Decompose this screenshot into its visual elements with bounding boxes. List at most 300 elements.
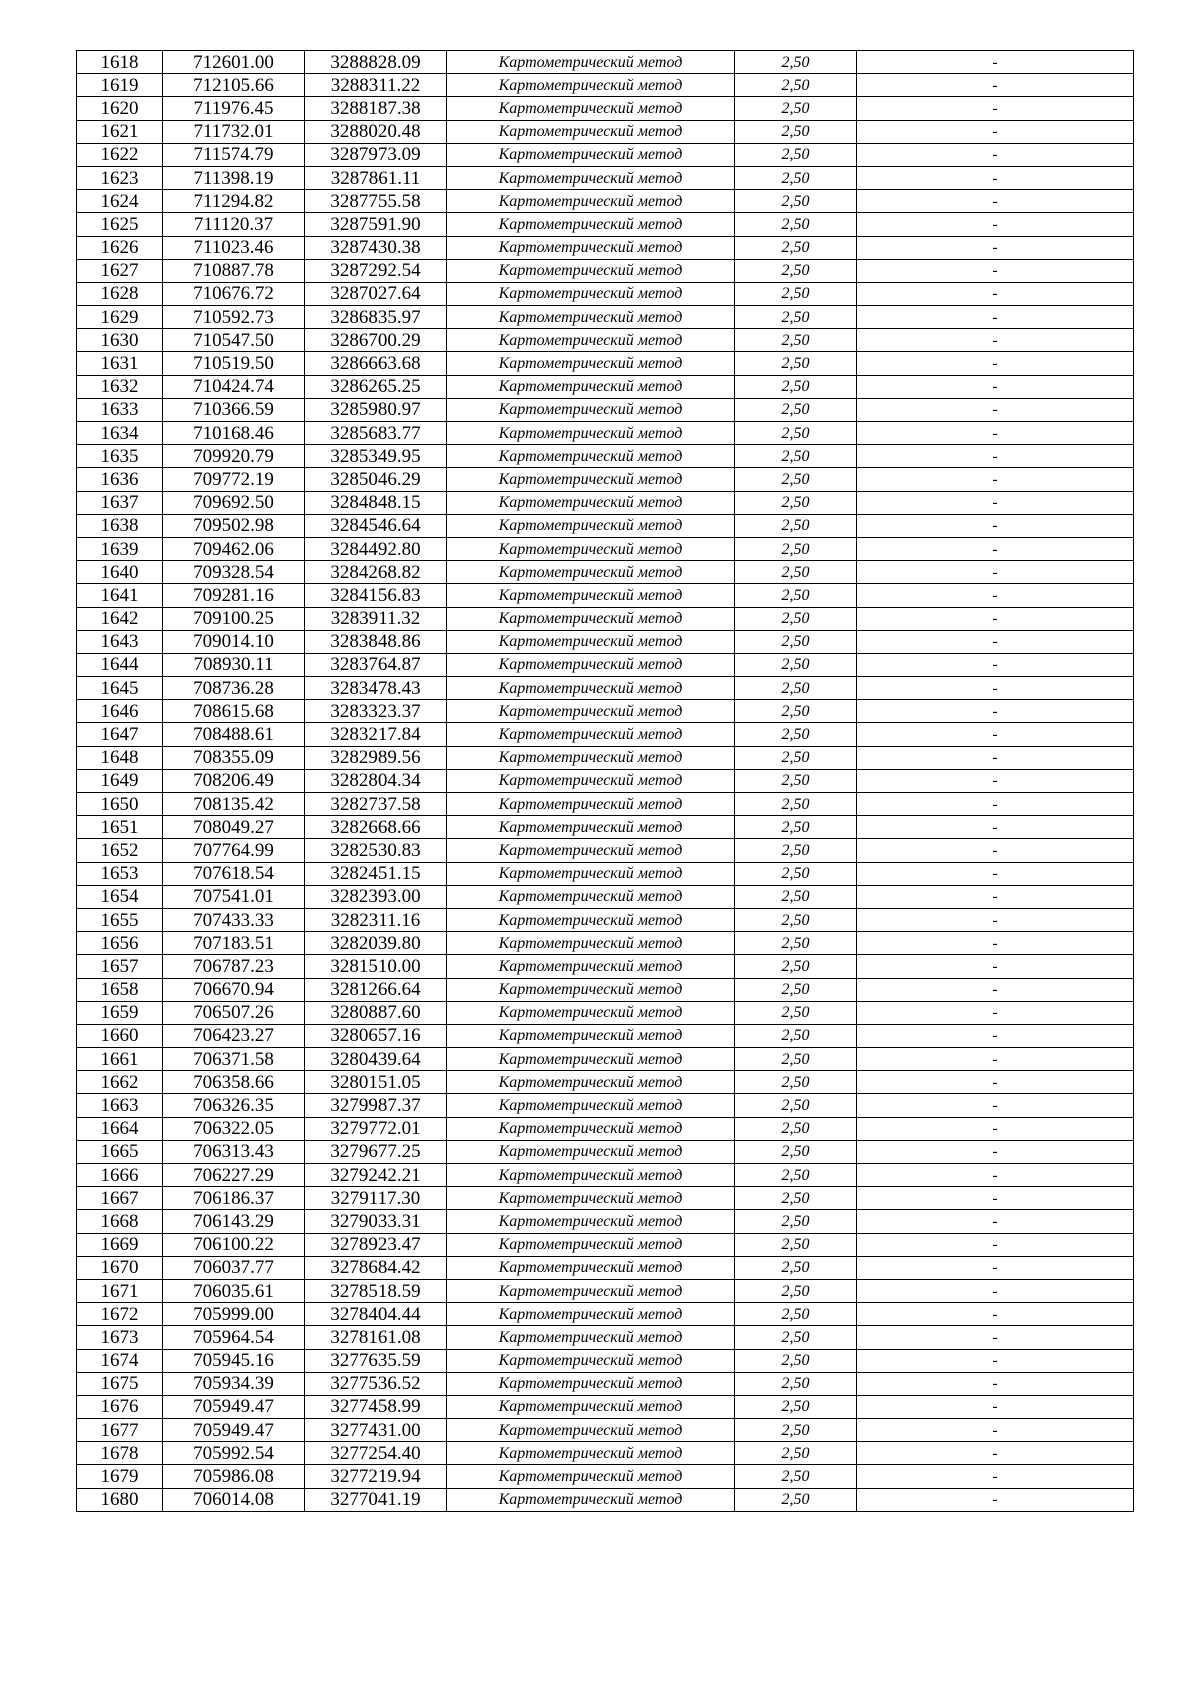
method-cell: Картометрический метод bbox=[447, 1048, 735, 1071]
y-coordinate-cell: 3277041.19 bbox=[305, 1488, 447, 1511]
point-number-cell: 1629 bbox=[77, 306, 163, 329]
point-number-cell: 1639 bbox=[77, 537, 163, 560]
accuracy-cell: 2,50 bbox=[735, 1117, 857, 1140]
note-cell: - bbox=[857, 885, 1134, 908]
x-coordinate-cell: 706186.37 bbox=[163, 1187, 305, 1210]
point-number-cell: 1637 bbox=[77, 491, 163, 514]
method-cell: Картометрический метод bbox=[447, 630, 735, 653]
y-coordinate-cell: 3280151.05 bbox=[305, 1071, 447, 1094]
accuracy-cell: 2,50 bbox=[735, 468, 857, 491]
method-cell: Картометрический метод bbox=[447, 190, 735, 213]
y-coordinate-cell: 3279033.31 bbox=[305, 1210, 447, 1233]
point-number-cell: 1673 bbox=[77, 1326, 163, 1349]
y-coordinate-cell: 3281510.00 bbox=[305, 955, 447, 978]
method-cell: Картометрический метод bbox=[447, 1164, 735, 1187]
table-row bbox=[77, 1442, 1134, 1465]
method-cell: Картометрический метод bbox=[447, 584, 735, 607]
table-row bbox=[77, 213, 1134, 236]
point-number-cell: 1672 bbox=[77, 1303, 163, 1326]
y-coordinate-cell: 3280439.64 bbox=[305, 1048, 447, 1071]
x-coordinate-cell: 709281.16 bbox=[163, 584, 305, 607]
x-coordinate-cell: 705949.47 bbox=[163, 1419, 305, 1442]
note-cell: - bbox=[857, 1442, 1134, 1465]
method-cell: Картометрический метод bbox=[447, 1488, 735, 1511]
y-coordinate-cell: 3287430.38 bbox=[305, 236, 447, 259]
y-coordinate-cell: 3277254.40 bbox=[305, 1442, 447, 1465]
point-number-cell: 1674 bbox=[77, 1349, 163, 1372]
y-coordinate-cell: 3285046.29 bbox=[305, 468, 447, 491]
note-cell: - bbox=[857, 422, 1134, 445]
note-cell: - bbox=[857, 1372, 1134, 1395]
x-coordinate-cell: 705999.00 bbox=[163, 1303, 305, 1326]
point-number-cell: 1680 bbox=[77, 1488, 163, 1511]
accuracy-cell: 2,50 bbox=[735, 1488, 857, 1511]
x-coordinate-cell: 709920.79 bbox=[163, 445, 305, 468]
accuracy-cell: 2,50 bbox=[735, 352, 857, 375]
accuracy-cell: 2,50 bbox=[735, 1395, 857, 1418]
point-number-cell: 1632 bbox=[77, 375, 163, 398]
y-coordinate-cell: 3281266.64 bbox=[305, 978, 447, 1001]
x-coordinate-cell: 708049.27 bbox=[163, 816, 305, 839]
x-coordinate-cell: 707764.99 bbox=[163, 839, 305, 862]
accuracy-cell: 2,50 bbox=[735, 120, 857, 143]
x-coordinate-cell: 710676.72 bbox=[163, 282, 305, 305]
point-number-cell: 1647 bbox=[77, 723, 163, 746]
y-coordinate-cell: 3288020.48 bbox=[305, 120, 447, 143]
accuracy-cell: 2,50 bbox=[735, 422, 857, 445]
x-coordinate-cell: 707183.51 bbox=[163, 932, 305, 955]
y-coordinate-cell: 3283478.43 bbox=[305, 677, 447, 700]
point-number-cell: 1638 bbox=[77, 514, 163, 537]
point-number-cell: 1626 bbox=[77, 236, 163, 259]
table-row bbox=[77, 1419, 1134, 1442]
y-coordinate-cell: 3278518.59 bbox=[305, 1279, 447, 1302]
x-coordinate-cell: 708135.42 bbox=[163, 793, 305, 816]
note-cell: - bbox=[857, 537, 1134, 560]
method-cell: Картометрический метод bbox=[447, 1117, 735, 1140]
accuracy-cell: 2,50 bbox=[735, 236, 857, 259]
point-number-cell: 1659 bbox=[77, 1001, 163, 1024]
note-cell: - bbox=[857, 468, 1134, 491]
table-row bbox=[77, 955, 1134, 978]
note-cell: - bbox=[857, 1048, 1134, 1071]
accuracy-cell: 2,50 bbox=[735, 1349, 857, 1372]
point-number-cell: 1653 bbox=[77, 862, 163, 885]
point-number-cell: 1640 bbox=[77, 561, 163, 584]
accuracy-cell: 2,50 bbox=[735, 398, 857, 421]
y-coordinate-cell: 3287755.58 bbox=[305, 190, 447, 213]
table-row bbox=[77, 51, 1134, 74]
method-cell: Картометрический метод bbox=[447, 236, 735, 259]
x-coordinate-cell: 706326.35 bbox=[163, 1094, 305, 1117]
note-cell: - bbox=[857, 1024, 1134, 1047]
note-cell: - bbox=[857, 352, 1134, 375]
point-number-cell: 1635 bbox=[77, 445, 163, 468]
x-coordinate-cell: 711976.45 bbox=[163, 97, 305, 120]
y-coordinate-cell: 3284156.83 bbox=[305, 584, 447, 607]
point-number-cell: 1627 bbox=[77, 259, 163, 282]
method-cell: Картометрический метод bbox=[447, 885, 735, 908]
note-cell: - bbox=[857, 630, 1134, 653]
x-coordinate-cell: 711294.82 bbox=[163, 190, 305, 213]
method-cell: Картометрический метод bbox=[447, 329, 735, 352]
point-number-cell: 1631 bbox=[77, 352, 163, 375]
x-coordinate-cell: 711574.79 bbox=[163, 143, 305, 166]
x-coordinate-cell: 711398.19 bbox=[163, 166, 305, 189]
x-coordinate-cell: 709328.54 bbox=[163, 561, 305, 584]
point-number-cell: 1645 bbox=[77, 677, 163, 700]
x-coordinate-cell: 710547.50 bbox=[163, 329, 305, 352]
table-row bbox=[77, 491, 1134, 514]
table-row bbox=[77, 769, 1134, 792]
x-coordinate-cell: 706035.61 bbox=[163, 1279, 305, 1302]
note-cell: - bbox=[857, 1164, 1134, 1187]
table-row bbox=[77, 1210, 1134, 1233]
y-coordinate-cell: 3284268.82 bbox=[305, 561, 447, 584]
x-coordinate-cell: 708615.68 bbox=[163, 700, 305, 723]
x-coordinate-cell: 710168.46 bbox=[163, 422, 305, 445]
point-number-cell: 1648 bbox=[77, 746, 163, 769]
table-row bbox=[77, 816, 1134, 839]
point-number-cell: 1662 bbox=[77, 1071, 163, 1094]
note-cell: - bbox=[857, 491, 1134, 514]
y-coordinate-cell: 3279987.37 bbox=[305, 1094, 447, 1117]
method-cell: Картометрический метод bbox=[447, 74, 735, 97]
y-coordinate-cell: 3283911.32 bbox=[305, 607, 447, 630]
note-cell: - bbox=[857, 1326, 1134, 1349]
accuracy-cell: 2,50 bbox=[735, 862, 857, 885]
y-coordinate-cell: 3280887.60 bbox=[305, 1001, 447, 1024]
accuracy-cell: 2,50 bbox=[735, 1465, 857, 1488]
point-number-cell: 1656 bbox=[77, 932, 163, 955]
point-number-cell: 1661 bbox=[77, 1048, 163, 1071]
accuracy-cell: 2,50 bbox=[735, 561, 857, 584]
y-coordinate-cell: 3280657.16 bbox=[305, 1024, 447, 1047]
method-cell: Картометрический метод bbox=[447, 514, 735, 537]
point-number-cell: 1670 bbox=[77, 1256, 163, 1279]
table-row bbox=[77, 1256, 1134, 1279]
note-cell: - bbox=[857, 1233, 1134, 1256]
table-row bbox=[77, 398, 1134, 421]
method-cell: Картометрический метод bbox=[447, 1279, 735, 1302]
y-coordinate-cell: 3279772.01 bbox=[305, 1117, 447, 1140]
table-row bbox=[77, 1001, 1134, 1024]
table-row bbox=[77, 1187, 1134, 1210]
table-row bbox=[77, 1233, 1134, 1256]
method-cell: Картометрический метод bbox=[447, 1349, 735, 1372]
note-cell: - bbox=[857, 143, 1134, 166]
point-number-cell: 1633 bbox=[77, 398, 163, 421]
table-row bbox=[77, 1303, 1134, 1326]
coordinates-table-body bbox=[77, 51, 1134, 1512]
y-coordinate-cell: 3283217.84 bbox=[305, 723, 447, 746]
method-cell: Картометрический метод bbox=[447, 816, 735, 839]
x-coordinate-cell: 706371.58 bbox=[163, 1048, 305, 1071]
y-coordinate-cell: 3279677.25 bbox=[305, 1140, 447, 1163]
point-number-cell: 1620 bbox=[77, 97, 163, 120]
method-cell: Картометрический метод bbox=[447, 862, 735, 885]
accuracy-cell: 2,50 bbox=[735, 1303, 857, 1326]
method-cell: Картометрический метод bbox=[447, 839, 735, 862]
point-number-cell: 1634 bbox=[77, 422, 163, 445]
note-cell: - bbox=[857, 584, 1134, 607]
y-coordinate-cell: 3277219.94 bbox=[305, 1465, 447, 1488]
accuracy-cell: 2,50 bbox=[735, 584, 857, 607]
accuracy-cell: 2,50 bbox=[735, 1094, 857, 1117]
accuracy-cell: 2,50 bbox=[735, 1164, 857, 1187]
x-coordinate-cell: 706037.77 bbox=[163, 1256, 305, 1279]
note-cell: - bbox=[857, 677, 1134, 700]
x-coordinate-cell: 711023.46 bbox=[163, 236, 305, 259]
accuracy-cell: 2,50 bbox=[735, 700, 857, 723]
table-row bbox=[77, 1048, 1134, 1071]
accuracy-cell: 2,50 bbox=[735, 166, 857, 189]
accuracy-cell: 2,50 bbox=[735, 143, 857, 166]
accuracy-cell: 2,50 bbox=[735, 491, 857, 514]
note-cell: - bbox=[857, 1419, 1134, 1442]
method-cell: Картометрический метод bbox=[447, 1210, 735, 1233]
x-coordinate-cell: 706787.23 bbox=[163, 955, 305, 978]
y-coordinate-cell: 3277635.59 bbox=[305, 1349, 447, 1372]
note-cell: - bbox=[857, 793, 1134, 816]
y-coordinate-cell: 3282039.80 bbox=[305, 932, 447, 955]
note-cell: - bbox=[857, 213, 1134, 236]
table-row bbox=[77, 1326, 1134, 1349]
y-coordinate-cell: 3277536.52 bbox=[305, 1372, 447, 1395]
table-row bbox=[77, 422, 1134, 445]
method-cell: Картометрический метод bbox=[447, 1256, 735, 1279]
y-coordinate-cell: 3286663.68 bbox=[305, 352, 447, 375]
accuracy-cell: 2,50 bbox=[735, 1140, 857, 1163]
y-coordinate-cell: 3286835.97 bbox=[305, 306, 447, 329]
table-row bbox=[77, 259, 1134, 282]
point-number-cell: 1675 bbox=[77, 1372, 163, 1395]
y-coordinate-cell: 3282804.34 bbox=[305, 769, 447, 792]
point-number-cell: 1665 bbox=[77, 1140, 163, 1163]
note-cell: - bbox=[857, 329, 1134, 352]
accuracy-cell: 2,50 bbox=[735, 74, 857, 97]
table-row bbox=[77, 978, 1134, 1001]
note-cell: - bbox=[857, 978, 1134, 1001]
accuracy-cell: 2,50 bbox=[735, 978, 857, 1001]
method-cell: Картометрический метод bbox=[447, 1419, 735, 1442]
table-row bbox=[77, 1465, 1134, 1488]
method-cell: Картометрический метод bbox=[447, 746, 735, 769]
point-number-cell: 1654 bbox=[77, 885, 163, 908]
method-cell: Картометрический метод bbox=[447, 1233, 735, 1256]
accuracy-cell: 2,50 bbox=[735, 1326, 857, 1349]
x-coordinate-cell: 706227.29 bbox=[163, 1164, 305, 1187]
x-coordinate-cell: 706143.29 bbox=[163, 1210, 305, 1233]
table-row bbox=[77, 1488, 1134, 1511]
accuracy-cell: 2,50 bbox=[735, 1024, 857, 1047]
point-number-cell: 1623 bbox=[77, 166, 163, 189]
accuracy-cell: 2,50 bbox=[735, 816, 857, 839]
accuracy-cell: 2,50 bbox=[735, 1256, 857, 1279]
x-coordinate-cell: 705986.08 bbox=[163, 1465, 305, 1488]
table-row bbox=[77, 1117, 1134, 1140]
method-cell: Картометрический метод bbox=[447, 213, 735, 236]
table-row bbox=[77, 1395, 1134, 1418]
table-row bbox=[77, 445, 1134, 468]
point-number-cell: 1657 bbox=[77, 955, 163, 978]
x-coordinate-cell: 710887.78 bbox=[163, 259, 305, 282]
point-number-cell: 1650 bbox=[77, 793, 163, 816]
y-coordinate-cell: 3282393.00 bbox=[305, 885, 447, 908]
point-number-cell: 1636 bbox=[77, 468, 163, 491]
note-cell: - bbox=[857, 282, 1134, 305]
note-cell: - bbox=[857, 51, 1134, 74]
point-number-cell: 1668 bbox=[77, 1210, 163, 1233]
y-coordinate-cell: 3278684.42 bbox=[305, 1256, 447, 1279]
note-cell: - bbox=[857, 561, 1134, 584]
x-coordinate-cell: 711120.37 bbox=[163, 213, 305, 236]
method-cell: Картометрический метод bbox=[447, 677, 735, 700]
x-coordinate-cell: 705949.47 bbox=[163, 1395, 305, 1418]
method-cell: Картометрический метод bbox=[447, 723, 735, 746]
table-row bbox=[77, 862, 1134, 885]
table-row bbox=[77, 74, 1134, 97]
accuracy-cell: 2,50 bbox=[735, 955, 857, 978]
point-number-cell: 1625 bbox=[77, 213, 163, 236]
accuracy-cell: 2,50 bbox=[735, 932, 857, 955]
accuracy-cell: 2,50 bbox=[735, 282, 857, 305]
method-cell: Картометрический метод bbox=[447, 607, 735, 630]
accuracy-cell: 2,50 bbox=[735, 630, 857, 653]
point-number-cell: 1678 bbox=[77, 1442, 163, 1465]
x-coordinate-cell: 709692.50 bbox=[163, 491, 305, 514]
y-coordinate-cell: 3282989.56 bbox=[305, 746, 447, 769]
point-number-cell: 1666 bbox=[77, 1164, 163, 1187]
x-coordinate-cell: 707433.33 bbox=[163, 908, 305, 931]
method-cell: Картометрический метод bbox=[447, 468, 735, 491]
note-cell: - bbox=[857, 74, 1134, 97]
x-coordinate-cell: 708206.49 bbox=[163, 769, 305, 792]
method-cell: Картометрический метод bbox=[447, 978, 735, 1001]
x-coordinate-cell: 705934.39 bbox=[163, 1372, 305, 1395]
note-cell: - bbox=[857, 120, 1134, 143]
x-coordinate-cell: 712105.66 bbox=[163, 74, 305, 97]
accuracy-cell: 2,50 bbox=[735, 607, 857, 630]
y-coordinate-cell: 3286700.29 bbox=[305, 329, 447, 352]
note-cell: - bbox=[857, 375, 1134, 398]
method-cell: Картометрический метод bbox=[447, 445, 735, 468]
y-coordinate-cell: 3284546.64 bbox=[305, 514, 447, 537]
point-number-cell: 1644 bbox=[77, 653, 163, 676]
table-row bbox=[77, 120, 1134, 143]
table-row bbox=[77, 1024, 1134, 1047]
table-row bbox=[77, 908, 1134, 931]
method-cell: Картометрический метод bbox=[447, 1395, 735, 1418]
note-cell: - bbox=[857, 1395, 1134, 1418]
point-number-cell: 1655 bbox=[77, 908, 163, 931]
method-cell: Картометрический метод bbox=[447, 561, 735, 584]
note-cell: - bbox=[857, 259, 1134, 282]
method-cell: Картометрический метод bbox=[447, 120, 735, 143]
table-row bbox=[77, 514, 1134, 537]
note-cell: - bbox=[857, 1488, 1134, 1511]
note-cell: - bbox=[857, 514, 1134, 537]
method-cell: Картометрический метод bbox=[447, 166, 735, 189]
point-number-cell: 1649 bbox=[77, 769, 163, 792]
table-row bbox=[77, 1140, 1134, 1163]
table-row bbox=[77, 1279, 1134, 1302]
note-cell: - bbox=[857, 746, 1134, 769]
accuracy-cell: 2,50 bbox=[735, 1419, 857, 1442]
y-coordinate-cell: 3286265.25 bbox=[305, 375, 447, 398]
method-cell: Картометрический метод bbox=[447, 1372, 735, 1395]
note-cell: - bbox=[857, 445, 1134, 468]
coordinates-table bbox=[76, 50, 1134, 1512]
y-coordinate-cell: 3283323.37 bbox=[305, 700, 447, 723]
accuracy-cell: 2,50 bbox=[735, 908, 857, 931]
note-cell: - bbox=[857, 1187, 1134, 1210]
table-row bbox=[77, 166, 1134, 189]
x-coordinate-cell: 709100.25 bbox=[163, 607, 305, 630]
method-cell: Картометрический метод bbox=[447, 1326, 735, 1349]
accuracy-cell: 2,50 bbox=[735, 1442, 857, 1465]
method-cell: Картометрический метод bbox=[447, 1140, 735, 1163]
method-cell: Картометрический метод bbox=[447, 769, 735, 792]
y-coordinate-cell: 3288828.09 bbox=[305, 51, 447, 74]
x-coordinate-cell: 710424.74 bbox=[163, 375, 305, 398]
table-row bbox=[77, 700, 1134, 723]
method-cell: Картометрический метод bbox=[447, 1071, 735, 1094]
accuracy-cell: 2,50 bbox=[735, 329, 857, 352]
x-coordinate-cell: 708930.11 bbox=[163, 653, 305, 676]
table-row bbox=[77, 561, 1134, 584]
table-row bbox=[77, 885, 1134, 908]
point-number-cell: 1628 bbox=[77, 282, 163, 305]
point-number-cell: 1671 bbox=[77, 1279, 163, 1302]
table-row bbox=[77, 190, 1134, 213]
note-cell: - bbox=[857, 769, 1134, 792]
accuracy-cell: 2,50 bbox=[735, 1279, 857, 1302]
note-cell: - bbox=[857, 700, 1134, 723]
note-cell: - bbox=[857, 862, 1134, 885]
point-number-cell: 1624 bbox=[77, 190, 163, 213]
y-coordinate-cell: 3277431.00 bbox=[305, 1419, 447, 1442]
x-coordinate-cell: 707541.01 bbox=[163, 885, 305, 908]
y-coordinate-cell: 3283764.87 bbox=[305, 653, 447, 676]
note-cell: - bbox=[857, 166, 1134, 189]
x-coordinate-cell: 709772.19 bbox=[163, 468, 305, 491]
y-coordinate-cell: 3285349.95 bbox=[305, 445, 447, 468]
point-number-cell: 1651 bbox=[77, 816, 163, 839]
table-row bbox=[77, 97, 1134, 120]
point-number-cell: 1630 bbox=[77, 329, 163, 352]
point-number-cell: 1664 bbox=[77, 1117, 163, 1140]
x-coordinate-cell: 712601.00 bbox=[163, 51, 305, 74]
y-coordinate-cell: 3284848.15 bbox=[305, 491, 447, 514]
table-row bbox=[77, 746, 1134, 769]
table-row bbox=[77, 793, 1134, 816]
note-cell: - bbox=[857, 398, 1134, 421]
table-row bbox=[77, 236, 1134, 259]
table-row bbox=[77, 537, 1134, 560]
method-cell: Картометрический метод bbox=[447, 932, 735, 955]
note-cell: - bbox=[857, 1303, 1134, 1326]
method-cell: Картометрический метод bbox=[447, 352, 735, 375]
note-cell: - bbox=[857, 97, 1134, 120]
accuracy-cell: 2,50 bbox=[735, 653, 857, 676]
accuracy-cell: 2,50 bbox=[735, 306, 857, 329]
y-coordinate-cell: 3284492.80 bbox=[305, 537, 447, 560]
point-number-cell: 1646 bbox=[77, 700, 163, 723]
method-cell: Картометрический метод bbox=[447, 1024, 735, 1047]
x-coordinate-cell: 706670.94 bbox=[163, 978, 305, 1001]
accuracy-cell: 2,50 bbox=[735, 885, 857, 908]
